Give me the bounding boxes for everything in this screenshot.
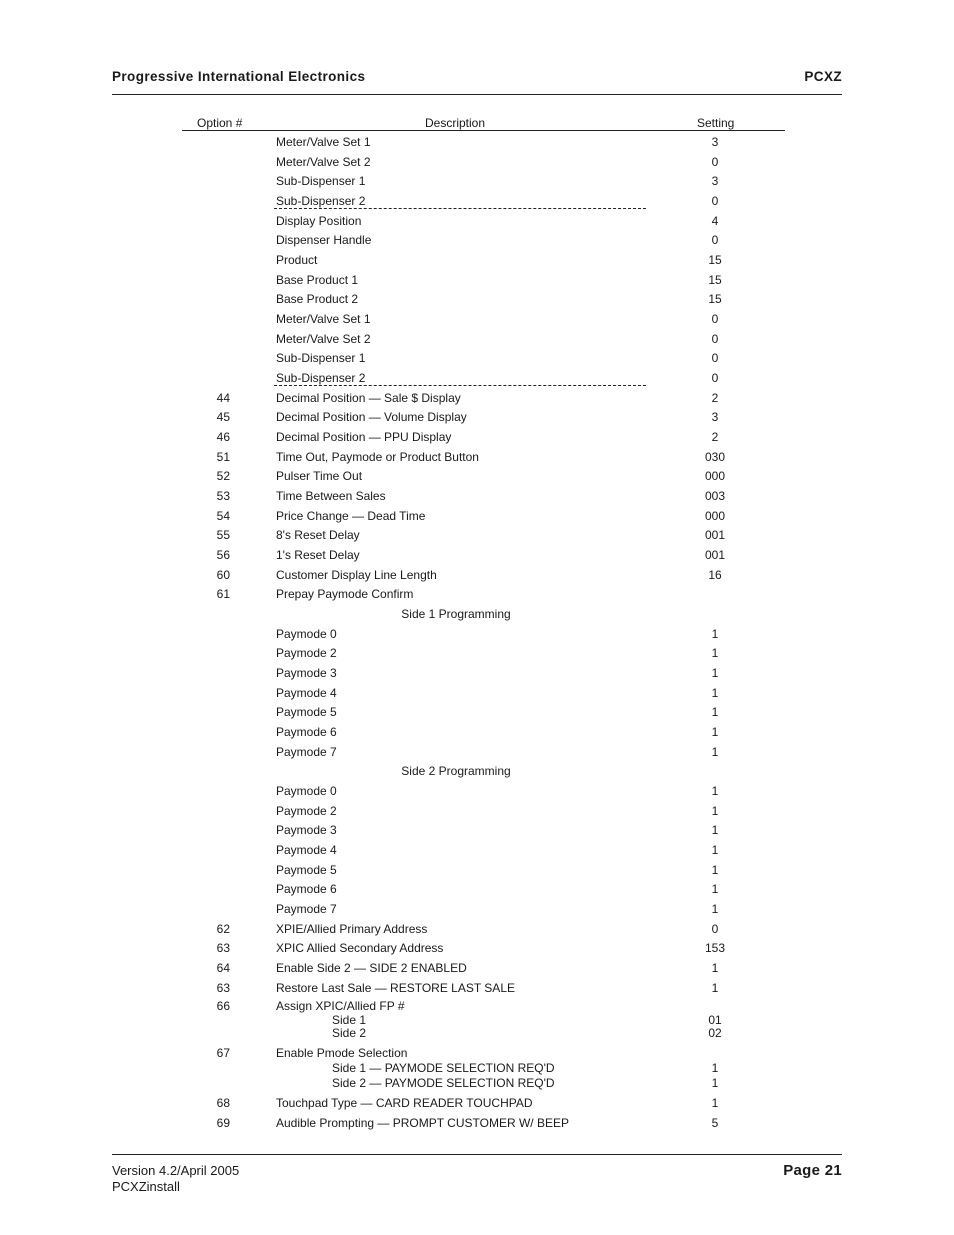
option-setting: 16	[708, 568, 722, 582]
option-setting: 5	[711, 1116, 719, 1130]
table-row	[0, 273, 954, 293]
option-description: Restore Last Sale — RESTORE LAST SALE	[276, 981, 515, 995]
option-description: Dispenser Handle	[276, 233, 372, 247]
table-row	[0, 391, 954, 411]
table-row	[0, 902, 954, 922]
table-row	[0, 863, 954, 883]
option-setting: 1	[711, 686, 719, 700]
option-setting: 1	[711, 863, 719, 877]
table-row	[0, 469, 954, 489]
option-setting: 0	[711, 332, 719, 346]
option-description: Paymode 5	[276, 863, 337, 877]
option-setting: 0	[711, 922, 719, 936]
option-description: Decimal Position — PPU Display	[276, 430, 452, 444]
option-number: 60	[216, 568, 230, 582]
dashed-separator	[274, 385, 646, 386]
table-row	[0, 1116, 954, 1136]
option-sub-description: Side 2	[332, 1026, 367, 1040]
option-setting: 1	[711, 627, 719, 641]
table-row	[0, 548, 954, 568]
option-setting: 0	[711, 351, 719, 365]
option-number: 53	[216, 489, 230, 503]
option-setting: 02	[708, 1026, 722, 1040]
footer-version: Version 4.2/April 2005	[112, 1163, 240, 1178]
column-header-setting: Setting	[697, 116, 735, 130]
option-description: 1's Reset Delay	[276, 548, 360, 562]
option-number: 63	[216, 981, 230, 995]
option-number: 69	[216, 1116, 230, 1130]
table-row	[0, 332, 954, 352]
table-row	[0, 587, 954, 607]
option-setting: 003	[704, 489, 726, 503]
option-setting: 2	[711, 430, 719, 444]
table-row	[0, 233, 954, 253]
option-setting: 1	[711, 646, 719, 660]
section-heading	[0, 764, 954, 784]
table-row	[0, 745, 954, 765]
option-sub-description: Side 1 — PAYMODE SELECTION REQ'D	[332, 1061, 555, 1075]
option-description: 8's Reset Delay	[276, 528, 360, 542]
option-setting: 000	[704, 469, 726, 483]
option-number: 55	[216, 528, 230, 542]
option-setting: 15	[708, 253, 722, 267]
option-number: 67	[216, 1046, 230, 1060]
page-header-product: PCXZ	[804, 69, 842, 84]
option-setting: 1	[711, 666, 719, 680]
table-row	[0, 784, 954, 804]
section-heading	[0, 607, 954, 627]
option-description: Meter/Valve Set 2	[276, 155, 371, 169]
option-setting: 3	[711, 174, 719, 188]
table-row	[0, 1026, 954, 1046]
table-row	[0, 646, 954, 666]
option-setting: 001	[704, 548, 726, 562]
option-setting: 0	[711, 194, 719, 208]
table-row	[0, 941, 954, 961]
option-description: Sub-Dispenser 2	[276, 371, 366, 385]
option-setting: 153	[704, 941, 726, 955]
option-setting: 4	[711, 214, 719, 228]
option-description: Decimal Position — Sale $ Display	[276, 391, 461, 405]
option-description: Audible Prompting — PROMPT CUSTOMER W/ BEEP	[276, 1116, 569, 1130]
option-setting: 3	[711, 410, 719, 424]
option-description: Pulser Time Out	[276, 469, 363, 483]
option-setting: 0	[711, 155, 719, 169]
table-row	[0, 627, 954, 647]
option-setting: 1	[711, 705, 719, 719]
table-row	[0, 666, 954, 686]
option-setting: 1	[711, 882, 719, 896]
option-description: Enable Pmode Selection	[276, 1046, 408, 1060]
option-setting: 15	[708, 273, 722, 287]
option-description: Customer Display Line Length	[276, 568, 437, 582]
table-row	[0, 804, 954, 824]
option-setting: 1	[711, 1096, 719, 1110]
column-header-rule	[182, 130, 785, 131]
option-description: Enable Side 2 — SIDE 2 ENABLED	[276, 961, 467, 975]
option-description: Base Product 1	[276, 273, 359, 287]
table-row	[0, 1096, 954, 1116]
option-description: Paymode 0	[276, 784, 337, 798]
option-setting: 1	[711, 843, 719, 857]
option-setting: 2	[711, 391, 719, 405]
table-row	[0, 135, 954, 155]
table-row	[0, 823, 954, 843]
option-setting: 1	[711, 981, 719, 995]
header-rule	[112, 94, 842, 95]
option-setting: 01	[708, 1013, 722, 1027]
option-setting: 1	[711, 1076, 719, 1090]
option-description: Paymode 6	[276, 882, 337, 896]
option-description: Meter/Valve Set 1	[276, 135, 371, 149]
table-row	[0, 686, 954, 706]
table-row	[0, 1076, 954, 1096]
option-description: Sub-Dispenser 2	[276, 194, 366, 208]
table-row	[0, 410, 954, 430]
table-row	[0, 371, 954, 391]
option-description: Paymode 7	[276, 745, 337, 759]
table-row	[0, 312, 954, 332]
option-description: Paymode 4	[276, 843, 337, 857]
option-description: Meter/Valve Set 1	[276, 312, 371, 326]
option-setting: 3	[711, 135, 719, 149]
table-row	[0, 351, 954, 371]
option-description: Paymode 3	[276, 823, 337, 837]
table-row	[0, 430, 954, 450]
option-description: Sub-Dispenser 1	[276, 174, 366, 188]
footer-document: PCXZinstall	[112, 1179, 180, 1194]
table-row	[0, 725, 954, 745]
option-setting: 1	[711, 745, 719, 759]
table-row	[0, 450, 954, 470]
section-title: Side 2 Programming	[401, 764, 511, 778]
table-row	[0, 528, 954, 548]
option-description: Paymode 2	[276, 646, 337, 660]
table-row	[0, 705, 954, 725]
option-number: 54	[216, 509, 230, 523]
option-sub-description: Side 2 — PAYMODE SELECTION REQ'D	[332, 1076, 555, 1090]
footer-page-number: Page 21	[783, 1162, 842, 1179]
option-description: Touchpad Type — CARD READER TOUCHPAD	[276, 1096, 533, 1110]
table-row	[0, 292, 954, 312]
option-description: Base Product 2	[276, 292, 359, 306]
table-row	[0, 568, 954, 588]
option-description: Decimal Position — Volume Display	[276, 410, 467, 424]
option-setting: 000	[704, 509, 726, 523]
option-description: Assign XPIC/Allied FP #	[276, 999, 405, 1013]
option-number: 64	[216, 961, 230, 975]
option-number: 61	[216, 587, 230, 601]
option-description: Price Change — Dead Time	[276, 509, 426, 523]
option-description: Paymode 0	[276, 627, 337, 641]
option-description: Paymode 7	[276, 902, 337, 916]
option-setting: 0	[711, 371, 719, 385]
option-description: XPIC Allied Secondary Address	[276, 941, 444, 955]
option-sub-description: Side 1	[332, 1013, 367, 1027]
table-row	[0, 981, 954, 1001]
column-header-description: Description	[425, 116, 486, 130]
option-setting: 15	[708, 292, 722, 306]
option-description: Meter/Valve Set 2	[276, 332, 371, 346]
footer-rule	[112, 1154, 842, 1155]
option-setting: 1	[711, 1061, 719, 1075]
option-number: 45	[216, 410, 230, 424]
table-row	[0, 155, 954, 175]
dashed-separator	[274, 208, 646, 209]
option-setting: 0	[711, 312, 719, 326]
option-description: Sub-Dispenser 1	[276, 351, 366, 365]
option-description: Time Between Sales	[276, 489, 386, 503]
option-setting: 001	[704, 528, 726, 542]
option-description: Paymode 4	[276, 686, 337, 700]
section-title: Side 1 Programming	[401, 607, 511, 621]
table-row	[0, 489, 954, 509]
option-setting: 1	[711, 725, 719, 739]
option-setting: 030	[704, 450, 726, 464]
table-row	[0, 843, 954, 863]
option-description: Prepay Paymode Confirm	[276, 587, 414, 601]
option-setting: 1	[711, 961, 719, 975]
option-number: 44	[216, 391, 230, 405]
table-row	[0, 194, 954, 214]
table-row	[0, 882, 954, 902]
option-description: Display Position	[276, 214, 362, 228]
option-number: 62	[216, 922, 230, 936]
option-setting: 1	[711, 784, 719, 798]
option-description: Paymode 6	[276, 725, 337, 739]
table-row	[0, 922, 954, 942]
option-number: 66	[216, 999, 230, 1013]
option-number: 52	[216, 469, 230, 483]
option-setting: 1	[711, 804, 719, 818]
option-setting: 1	[711, 902, 719, 916]
option-description: Product	[276, 253, 318, 267]
option-number: 68	[216, 1096, 230, 1110]
option-number: 63	[216, 941, 230, 955]
table-row	[0, 509, 954, 529]
table-row	[0, 214, 954, 234]
option-number: 51	[216, 450, 230, 464]
table-row	[0, 961, 954, 981]
option-number: 56	[216, 548, 230, 562]
column-header-option: Option #	[197, 116, 243, 130]
option-setting: 0	[711, 233, 719, 247]
option-number: 46	[216, 430, 230, 444]
option-description: XPIE/Allied Primary Address	[276, 922, 428, 936]
table-row	[0, 174, 954, 194]
option-description: Paymode 3	[276, 666, 337, 680]
page-header-company: Progressive International Electronics	[112, 69, 366, 84]
table-row	[0, 253, 954, 273]
option-setting: 1	[711, 823, 719, 837]
option-description: Paymode 2	[276, 804, 337, 818]
option-description: Time Out, Paymode or Product Button	[276, 450, 479, 464]
option-description: Paymode 5	[276, 705, 337, 719]
